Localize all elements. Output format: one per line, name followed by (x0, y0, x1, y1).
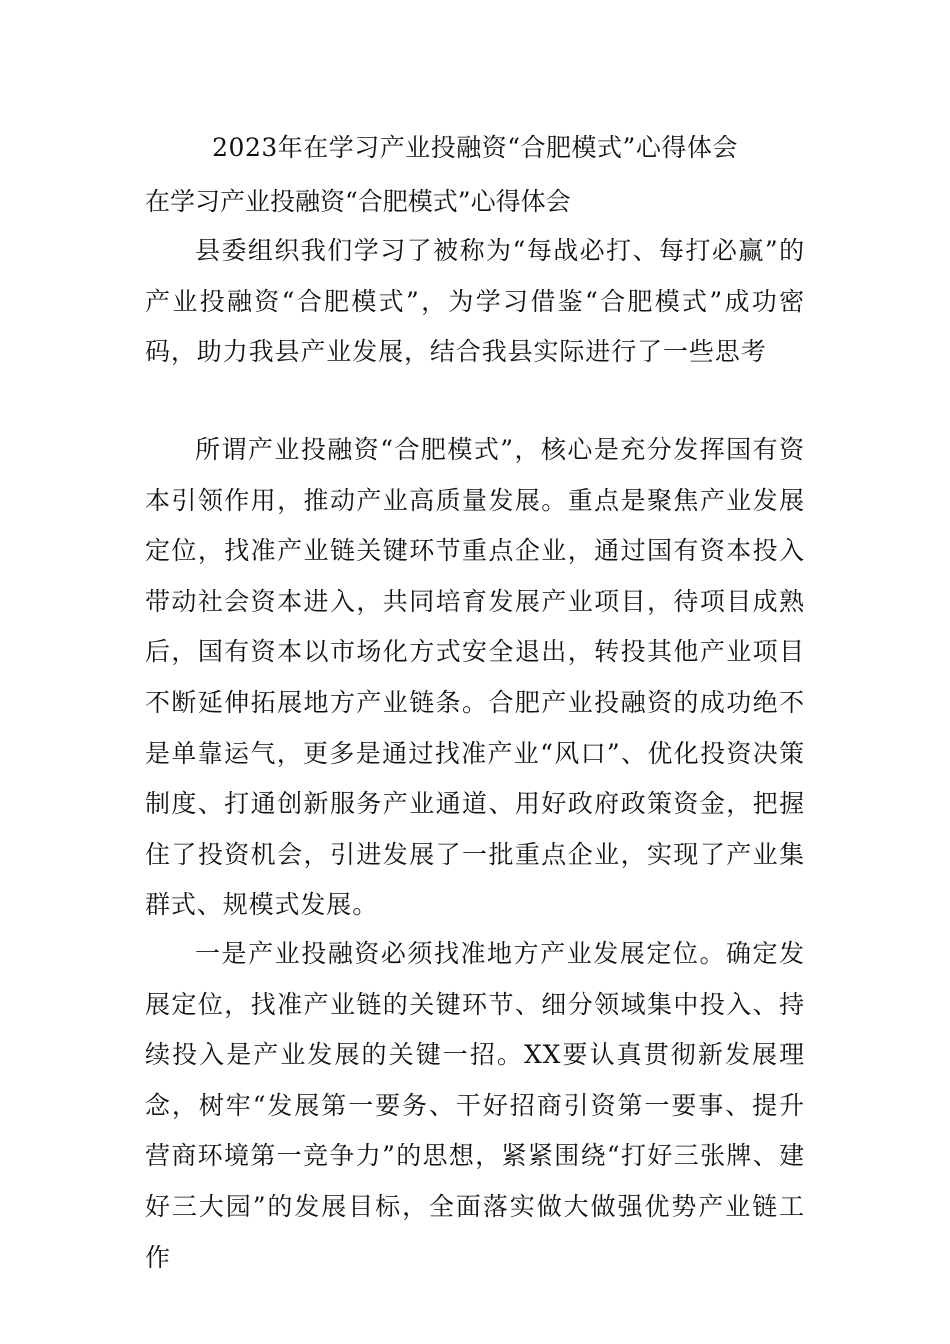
paragraph-point-one: 一是产业投融资必须找准地方产业发展定位。确定发展定位，找准产业链的关键环节、细分领域集中投入、持续投入是产业发展的关键一招。XX要认真贯彻新发展理念，树牢“发展第一要务、干好招商引资第一要事、提升营商环境第一竞争力”的思想，紧紧围绕“打好三张牌、建好三大园”的发展目标，全面落实做大做强优势产业链工作 (145, 939, 805, 1272)
document-title: 2023年在学习产业投融资“合肥模式”心得体会 (212, 133, 738, 162)
paragraph-hefei-model: 所谓产业投融资“合肥模式”，核心是充分发挥国有资本引领作用，推动产业高质量发展。重点是聚焦产业发展定位，找准产业链关键环节重点企业，通过国有资本投入带动社会资本进入，共同培育发展产业项目，待项目成熟后，国有资本以市场化方式安全退出，转投其他产业项目不断延伸拓展地方产业链条。合肥产业投融资的成功绝不是单靠运气，更多是通过找准产业“风口”、优化投资决策制度、打通创新服务产业通道、用好政府政策资金，把握住了投资机会，引进发展了一批重点企业，实现了产业集群式、规模式发展。 (145, 435, 805, 920)
document-subtitle: 在学习产业投融资“合肥模式”心得体会 (145, 187, 571, 216)
paragraph-intro: 县委组织我们学习了被称为“每战必打、每打必赢”的产业投融资“合肥模式”，为学习借鉴“合肥模式”成功密码，助力我县产业发展，结合我县实际进行了一些思考 (145, 236, 805, 367)
